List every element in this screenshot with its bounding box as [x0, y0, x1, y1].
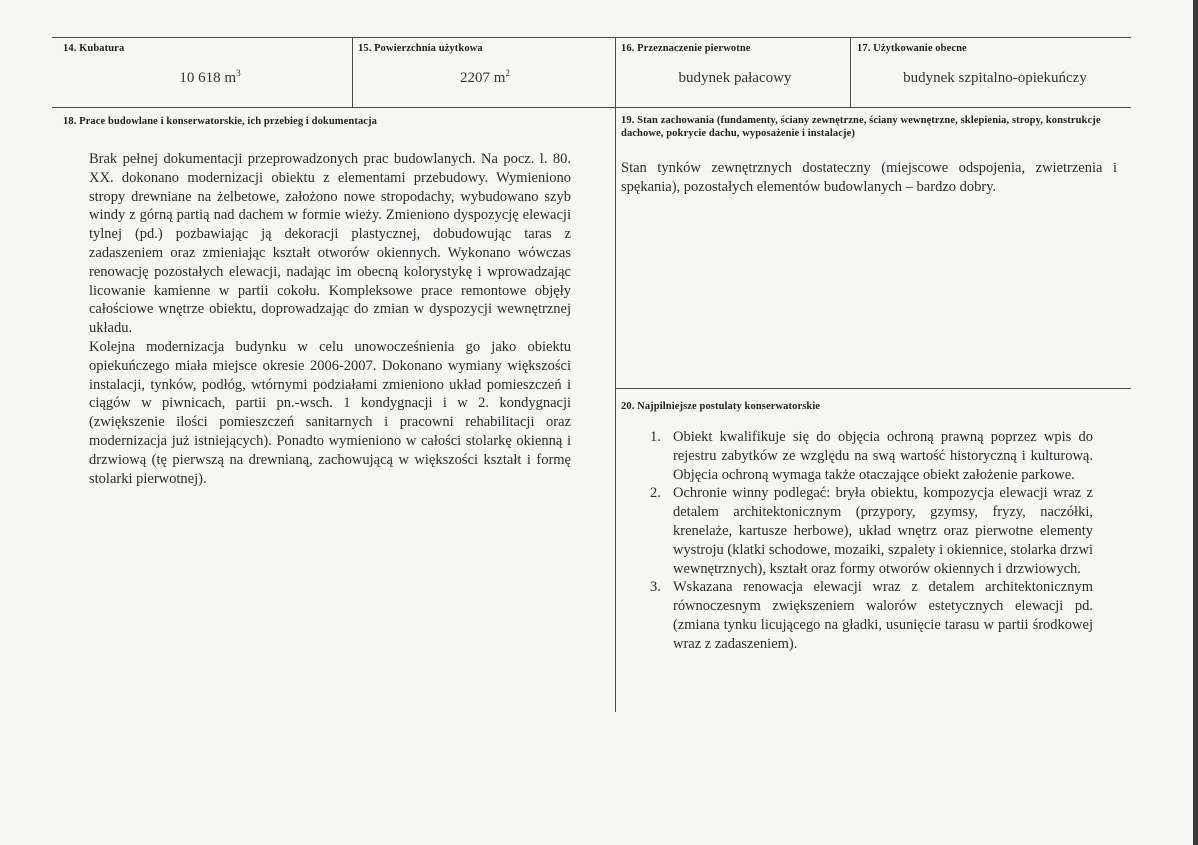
section18-label: 18. Prace budowlane i konserwatorskie, ich przebieg i dokumentacja	[63, 116, 378, 127]
col-divider-1	[352, 37, 353, 107]
section18-text	[89, 150, 571, 488]
uzytkowanie-label: 17. Użytkowanie obecne	[857, 43, 967, 54]
scan-edge	[1193, 0, 1198, 845]
section18-paragraph-1: Brak pełnej dokumentacji przeprowadzonych prac budowlanych. Na pocz. l. 80. XX. dokonano modernizacji obiektu z elementami przebudowy. Wymieniono stropy drewniane na żelbetowe, założono nowe stropodachy, wybudowano szyb windy z górną partią nad dachem w formie wieży. Zmieniono dyspozycję elewacji tylnej (pd.) pozbawiając ją dekoracji plastycznej, dobudowując taras z zadaszeniem oraz zmieniając kształt otworów okiennych. Wykonano wówczas renowację pozostałych elewacji, nadając im obecną kolorystykę i wprowadzając licowanie kamienne w partii cokołu. Kompleksowe prace remontowe objęły całościowe wnętrze obiektu, doprowadzając do zmian w dyspozycji wewnętrznej układu.	[89, 151, 571, 337]
section19-label: 19. Stan zachowania (fundamenty, ściany zewnętrzne, ściany wewnętrzne, sklepienia, stropy, konstrukcje dachowe, pokrycie dachu, wyposażenie i instalacje)	[621, 115, 1101, 139]
top-border	[52, 37, 1131, 38]
postulat-number: 3.	[650, 579, 661, 596]
section20-divider	[615, 388, 1131, 389]
section19-text: Stan tynków zewnętrznych dostateczny (miejscowe odspojenia, zwietrzenia i spękania), pozostałych elementów budowlanych – bardzo dobry.	[621, 160, 1117, 195]
kubatura-value: 10 618 $m^3$	[179, 68, 241, 86]
postulat-item	[617, 428, 1093, 484]
col-divider-2	[615, 37, 616, 712]
row-divider	[52, 107, 1131, 108]
postulat-number: 2.	[650, 485, 661, 502]
postulat-text: Wskazana renowacja elewacji wraz z detalem architektonicznym równoczesnym zwiększeniem walorów estetycznych elewacji pd. (zmiana tynku licującego na gładki, usunięcie tarasu w partii środkowej wraz z zadaszeniem).	[673, 579, 1093, 652]
section18-paragraph-2: Kolejna modernizacja budynku w celu unowocześnienia go jako obiektu opiekuńczego miała miejsce okresie 2006-2007. Dokonano wymiany większości instalacji, tynków, podłóg, wtórnymi podziałami zmieniono układ pomieszczeń i ciągów w piwnicach, partii pn.-wsch. 1 kondygnacji i w 2. kondygnacji (zwiększenie ilości pomieszczeń sanitarnych i pracowni rehabilitacji oraz modernizacja już istniejących). Ponadto wymieniono w całości stolarkę okienną i drzwiową (tę pierwszą na drewnianą, zachowującą w większości kształt i formę stolarki pierwotnej).	[89, 338, 571, 487]
powierzchnia-label: 15. Powierzchnia użytkowa	[358, 43, 483, 54]
powierzchnia-value: 2207 $m^2$	[460, 68, 510, 86]
postulat-text: Ochronie winny podlegać: bryła obiektu, kompozycja elewacji wraz z detalem architektonicznym (przypory, gzymsy, fryzy, naczółki, krenelaże, kartusze herbowe), układ wnętrz oraz pierwotne elementy wystroju (klatki schodowe, mozaiki, szpalety i okiennice, stolarka drzwi wewnętrznych), kształt oraz formy otworów okiennych i drzwiowych.	[673, 485, 1093, 577]
section20-label: 20. Najpilniejsze postulaty konserwatorskie	[621, 401, 821, 412]
postulat-item	[617, 484, 1093, 578]
przeznaczenie-label: 16. Przeznaczenie pierwotne	[621, 43, 751, 54]
postulat-text: Obiekt kwalifikuje się do objęcia ochroną prawną poprzez wpis do rejestru zabytków ze względu na swą wartość historyczną i kulturową. Objęcia ochroną wymaga także otaczające obiekt założenie parkowe.	[673, 429, 1093, 483]
postulat-item	[617, 578, 1093, 653]
postulaty-list	[617, 428, 1093, 654]
uzytkowanie-value: budynek szpitalno-opiekuńczy	[903, 70, 1087, 86]
przeznaczenie-value: budynek pałacowy	[678, 70, 792, 86]
kubatura-label: 14. Kubatura	[63, 43, 125, 54]
postulat-number: 1.	[650, 429, 661, 445]
col-divider-3	[850, 37, 851, 107]
